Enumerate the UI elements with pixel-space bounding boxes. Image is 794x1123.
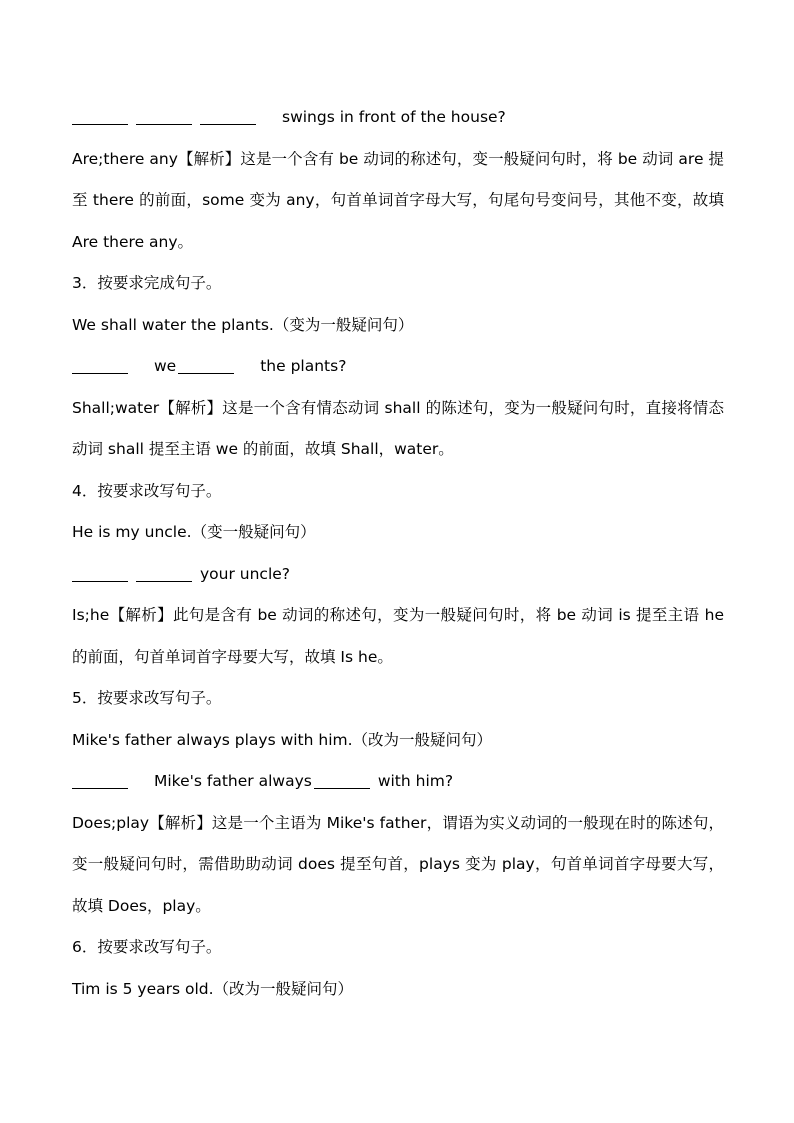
q4-answer: Is;he【解析】此句是含有 be 动词的称述句，变为一般疑问句时，将 be 动词 is 提至主语 he 的前面，句首单词首字母要大写，故填 Is he。: [72, 606, 724, 666]
answer-blank: [200, 123, 256, 125]
answer-blank: [136, 123, 192, 125]
answer-blank: [314, 787, 370, 789]
answer-blank: [72, 580, 128, 582]
q4-blank-line: [72, 554, 724, 596]
q5-heading: 5．按要求改写句子。: [72, 689, 222, 707]
q3-answer: Shall;water【解析】这是一个含有情态动词 shall 的陈述句，变为一般疑问句时，直接将情态动词 shall 提至主语 we 的前面，故填 Shall，water。: [72, 398, 724, 458]
q5-blank-line: [72, 761, 724, 803]
q5-answer: Does;play【解析】这是一个主语为 Mike's father，谓语为实义动词的一般现在时的陈述句，变一般疑问句时，需借助助动词 does 提至句首，plays 变为 play，句首单词首字母要大写，故填 Does，play。: [72, 813, 724, 915]
answer-blank: [72, 123, 128, 125]
worksheet-page: [72, 97, 724, 1010]
q4-heading: 4．按要求改写句子。: [72, 481, 222, 500]
q2-tail-text: swings in front of the house?: [282, 108, 506, 126]
q4-tail-text: your uncle?: [200, 564, 291, 583]
q5-prompt: Mike's father always plays with him.（改为一般疑问句）: [72, 730, 493, 749]
q3-prompt: We shall water the plants.（变为一般疑问句）: [72, 315, 414, 334]
q3-blank-line: [72, 346, 724, 388]
q5-tail-text: with him?: [377, 772, 454, 790]
answer-blank: [178, 372, 234, 374]
q6-prompt: Tim is 5 years old.（改为一般疑问句）: [72, 979, 354, 998]
q3-heading: 3．按要求完成句子。: [72, 274, 222, 292]
q2-blank-line: [72, 97, 724, 139]
q2-answer: Are;there any【解析】这是一个含有 be 动词的称述句，变一般疑问句时，将 be 动词 are 提至 there 的前面，some 变为 any，句首单词首字母大写，句尾句号变问号，其他不变，故填 Are there any。: [72, 149, 724, 251]
q4-prompt: He is my uncle.（变一般疑问句）: [72, 523, 316, 541]
answer-blank: [72, 787, 128, 789]
answer-blank: [136, 580, 192, 582]
q3-mid-text: we: [154, 357, 177, 375]
q6-heading: 6．按要求改写句子。: [72, 938, 222, 956]
q3-tail-text: the plants?: [260, 357, 347, 375]
answer-blank: [72, 372, 128, 374]
q5-mid-text: Mike's father always: [154, 772, 312, 790]
